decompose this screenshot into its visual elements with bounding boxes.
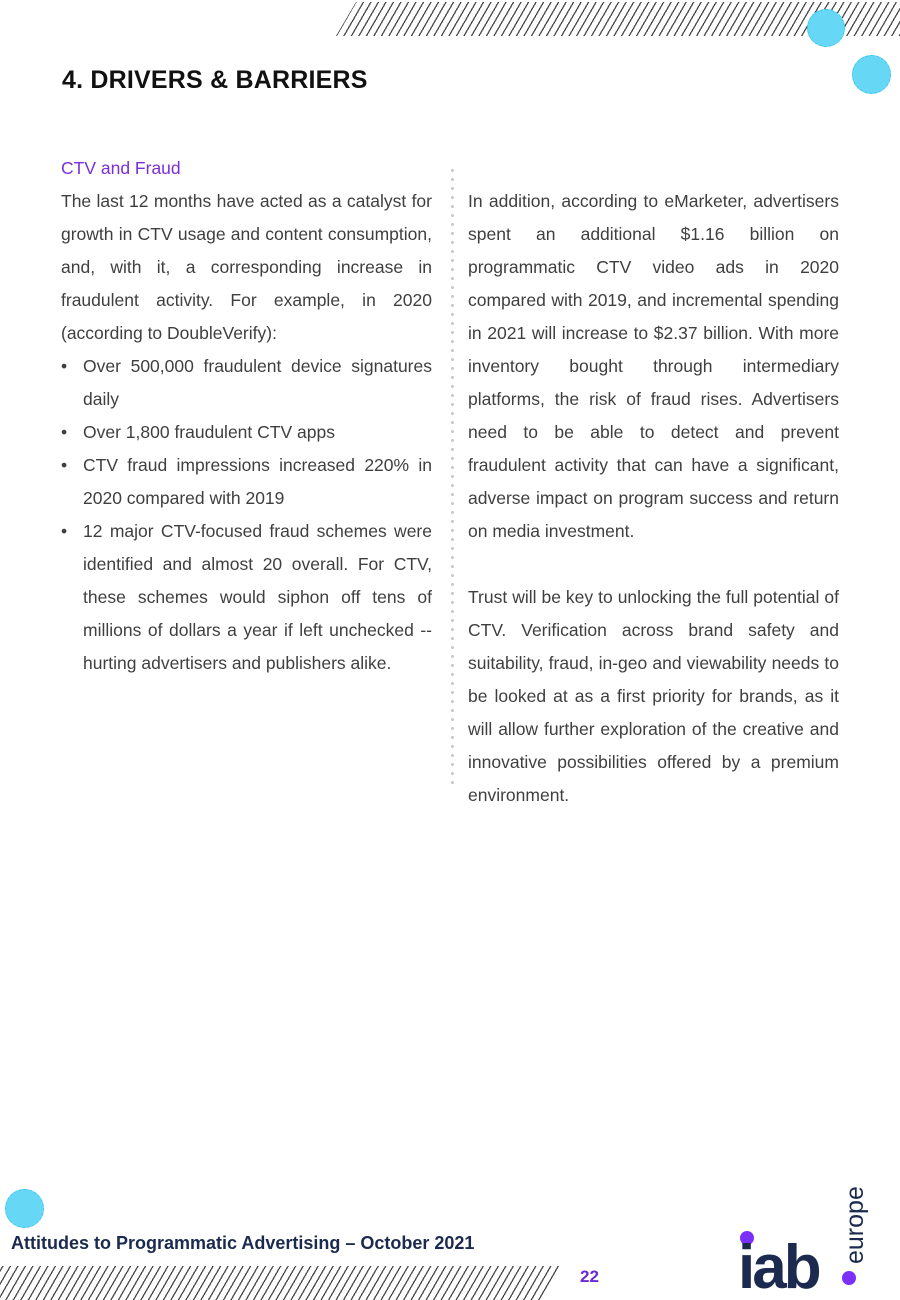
- page-title: 4. DRIVERS & BARRIERS: [62, 66, 368, 94]
- paragraph-trust: Trust will be key to unlocking the full potential of CTV. Verification across brand safety and suitability, fraud, in-geo and viewability needs to be looked at as a first priority for brands, as it will allow further exploration of the creative and innovative possibilities offered by a premium environment.: [468, 587, 839, 805]
- bottom-decor-dot: [5, 1189, 44, 1228]
- paragraph-emarketer: In addition, according to eMarketer, advertisers spent an additional $1.16 billion on programmatic CTV video ads in 2020 compared with 2019, and incremental spending in 2021 will increase to $2.37 billion. With more inventory bought through intermediary platforms, the risk of fraud rises. Advertisers need to be able to detect and prevent fraudulent activity that can have a significant, adverse impact on program success and return on media investment.: [468, 191, 839, 541]
- list-item: • Over 500,000 fraudulent device signatures daily: [61, 350, 432, 416]
- page-number: 22: [580, 1267, 599, 1286]
- logo-main-text: iab: [738, 1233, 819, 1300]
- logo-sub-text: europe: [841, 1186, 869, 1264]
- list-item: • CTV fraud impressions increased 220% in 2020 compared with 2019: [61, 449, 432, 515]
- column-divider: [451, 166, 454, 786]
- bottom-hatch-decoration: [0, 1266, 562, 1300]
- top-decor-dot-1: [807, 9, 845, 47]
- list-item: • Over 1,800 fraudulent CTV apps: [61, 416, 432, 449]
- left-column: [61, 152, 432, 680]
- top-decor-dot-2: [852, 55, 891, 94]
- intro-paragraph: The last 12 months have acted as a catalyst for growth in CTV usage and content consumption, and, with it, a corresponding increase in fraudulent activity. For example, in 2020 (according to DoubleVerify):: [61, 191, 432, 343]
- section-subheading: CTV and Fraud: [61, 158, 181, 178]
- list-item: • 12 major CTV-focused fraud schemes were identified and almost 20 overall. For CTV, these schemes would siphon off tens of millions of dollars a year if left unchecked -- hurting advertisers and publishers alike.: [61, 515, 432, 680]
- iab-europe-logo: [736, 1180, 869, 1300]
- right-column: [468, 185, 839, 812]
- fraud-stats-list: [61, 350, 432, 680]
- logo-wordmark: [738, 1186, 869, 1300]
- footer-report-title: Attitudes to Programmatic Advertising – October 2021: [11, 1233, 475, 1253]
